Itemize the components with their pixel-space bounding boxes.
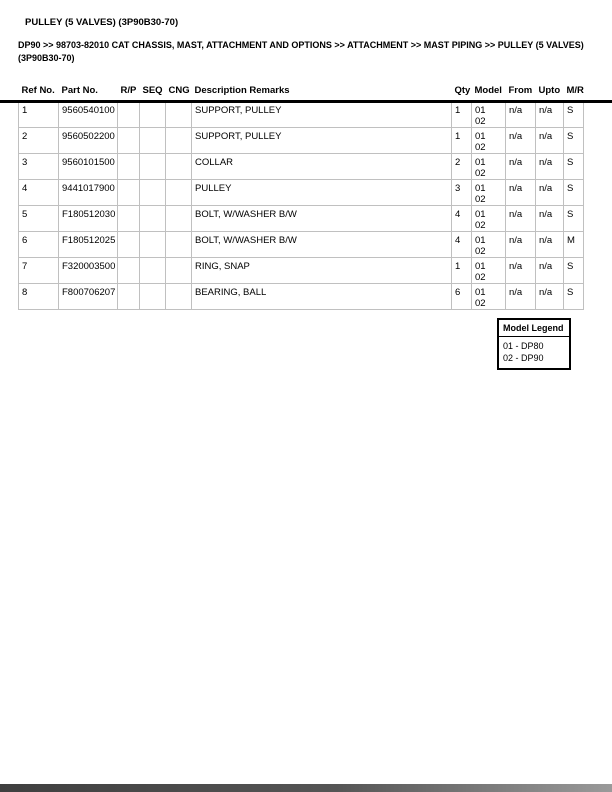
model-cell: 01 02 xyxy=(472,128,506,154)
model-legend-title: Model Legend xyxy=(499,320,569,337)
seq-cell xyxy=(140,284,166,310)
rp-cell xyxy=(118,232,140,258)
page-title: PULLEY (5 VALVES) (3P90B30-70) xyxy=(25,17,179,28)
part-no-cell: F800706207 xyxy=(59,284,118,310)
description-cell: BOLT, W/WASHER B/W xyxy=(192,206,452,232)
qty-cell: 4 xyxy=(452,232,472,258)
model-cell: 01 02 xyxy=(472,284,506,310)
ref-no-cell: 7 xyxy=(19,258,59,284)
description-cell: COLLAR xyxy=(192,154,452,180)
cng-cell xyxy=(166,232,192,258)
upto-cell: n/a xyxy=(536,128,564,154)
table-row xyxy=(19,206,584,232)
table-row xyxy=(19,232,584,258)
ref-no-cell: 2 xyxy=(19,128,59,154)
upto-cell: n/a xyxy=(536,258,564,284)
description-cell: RING, SNAP xyxy=(192,258,452,284)
column-header-seq: SEQ xyxy=(142,85,163,96)
mr-cell: S xyxy=(564,258,584,284)
seq-cell xyxy=(140,206,166,232)
column-header-rp: R/P xyxy=(120,85,137,96)
part-no-cell: F320003500 xyxy=(59,258,118,284)
parts-table xyxy=(18,85,584,310)
model-cell: 01 02 xyxy=(472,180,506,206)
model-cell: 01 02 xyxy=(472,258,506,284)
seq-cell xyxy=(140,232,166,258)
from-cell: n/a xyxy=(506,154,536,180)
table-row xyxy=(19,284,584,310)
description-cell: BOLT, W/WASHER B/W xyxy=(192,232,452,258)
model-cell: 01 02 xyxy=(472,102,506,128)
rp-cell xyxy=(118,128,140,154)
qty-cell: 4 xyxy=(452,206,472,232)
qty-cell: 1 xyxy=(452,128,472,154)
header-rule xyxy=(0,100,612,103)
model-cell: 01 02 xyxy=(472,232,506,258)
cng-cell xyxy=(166,128,192,154)
seq-cell xyxy=(140,258,166,284)
ref-no-cell: 3 xyxy=(19,154,59,180)
mr-cell: S xyxy=(564,128,584,154)
table-row xyxy=(19,180,584,206)
cng-cell xyxy=(166,102,192,128)
table-row xyxy=(19,102,584,128)
breadcrumb: DP90 >> 98703-82010 CAT CHASSIS, MAST, ATTACHMENT AND OPTIONS >> ATTACHMENT >> MAST PIPING >> PULLEY (5 VALVES) (3P90B30-70) xyxy=(18,40,584,63)
ref-no-cell: 4 xyxy=(19,180,59,206)
table-row xyxy=(19,154,584,180)
seq-cell xyxy=(140,180,166,206)
cng-cell xyxy=(166,206,192,232)
upto-cell: n/a xyxy=(536,180,564,206)
from-cell: n/a xyxy=(506,102,536,128)
description-cell: SUPPORT, PULLEY xyxy=(192,102,452,128)
upto-cell: n/a xyxy=(536,102,564,128)
cng-cell xyxy=(166,258,192,284)
cng-cell xyxy=(166,180,192,206)
description-cell: SUPPORT, PULLEY xyxy=(192,128,452,154)
qty-cell: 2 xyxy=(452,154,472,180)
from-cell: n/a xyxy=(506,258,536,284)
ref-no-cell: 5 xyxy=(19,206,59,232)
from-cell: n/a xyxy=(506,206,536,232)
description-cell: BEARING, BALL xyxy=(192,284,452,310)
part-no-cell: F180512025 xyxy=(59,232,118,258)
qty-cell: 3 xyxy=(452,180,472,206)
upto-cell: n/a xyxy=(536,284,564,310)
column-header-upto: Upto xyxy=(538,85,561,96)
qty-cell: 1 xyxy=(452,102,472,128)
rp-cell xyxy=(118,154,140,180)
mr-cell: S xyxy=(564,102,584,128)
seq-cell xyxy=(140,128,166,154)
rp-cell xyxy=(118,258,140,284)
mr-cell: S xyxy=(564,206,584,232)
column-header-cng: CNG xyxy=(168,85,190,96)
mr-cell: M xyxy=(564,232,584,258)
upto-cell: n/a xyxy=(536,154,564,180)
mr-cell: S xyxy=(564,180,584,206)
from-cell: n/a xyxy=(506,128,536,154)
parts-table-container xyxy=(18,85,584,310)
mr-cell: S xyxy=(564,284,584,310)
qty-cell: 1 xyxy=(452,258,472,284)
rp-cell xyxy=(118,180,140,206)
ref-no-cell: 6 xyxy=(19,232,59,258)
ref-no-cell: 8 xyxy=(19,284,59,310)
upto-cell: n/a xyxy=(536,206,564,232)
model-cell: 01 02 xyxy=(472,206,506,232)
part-no-cell: 9560101500 xyxy=(59,154,118,180)
model-legend-item-1: 01 - DP80 xyxy=(503,341,544,351)
rp-cell xyxy=(118,102,140,128)
mr-cell: S xyxy=(564,154,584,180)
bottom-bar xyxy=(0,784,612,792)
ref-no-cell: 1 xyxy=(19,102,59,128)
column-header-from: From xyxy=(508,85,533,96)
qty-cell: 6 xyxy=(452,284,472,310)
model-legend-items xyxy=(499,337,569,368)
column-header-description: Description Remarks xyxy=(194,85,290,96)
seq-cell xyxy=(140,102,166,128)
description-cell: PULLEY xyxy=(192,180,452,206)
part-no-cell: 9560540100 xyxy=(59,102,118,128)
column-header-mr: M/R xyxy=(566,85,584,96)
table-row xyxy=(19,258,584,284)
table-row xyxy=(19,128,584,154)
from-cell: n/a xyxy=(506,180,536,206)
part-no-cell: 9441017900 xyxy=(59,180,118,206)
model-legend-item-2: 02 - DP90 xyxy=(503,353,544,363)
rp-cell xyxy=(118,206,140,232)
seq-cell xyxy=(140,154,166,180)
upto-cell: n/a xyxy=(536,232,564,258)
from-cell: n/a xyxy=(506,284,536,310)
column-header-ref-no: Ref No. xyxy=(21,85,55,96)
model-cell: 01 02 xyxy=(472,154,506,180)
parts-table-body xyxy=(19,102,584,310)
rp-cell xyxy=(118,284,140,310)
from-cell: n/a xyxy=(506,232,536,258)
column-header-part-no: Part No. xyxy=(61,85,98,96)
cng-cell xyxy=(166,284,192,310)
cng-cell xyxy=(166,154,192,180)
part-no-cell: F180512030 xyxy=(59,206,118,232)
model-legend xyxy=(497,318,571,370)
column-header-model: Model xyxy=(474,85,502,96)
part-no-cell: 9560502200 xyxy=(59,128,118,154)
column-header-qty: Qty xyxy=(454,85,471,96)
